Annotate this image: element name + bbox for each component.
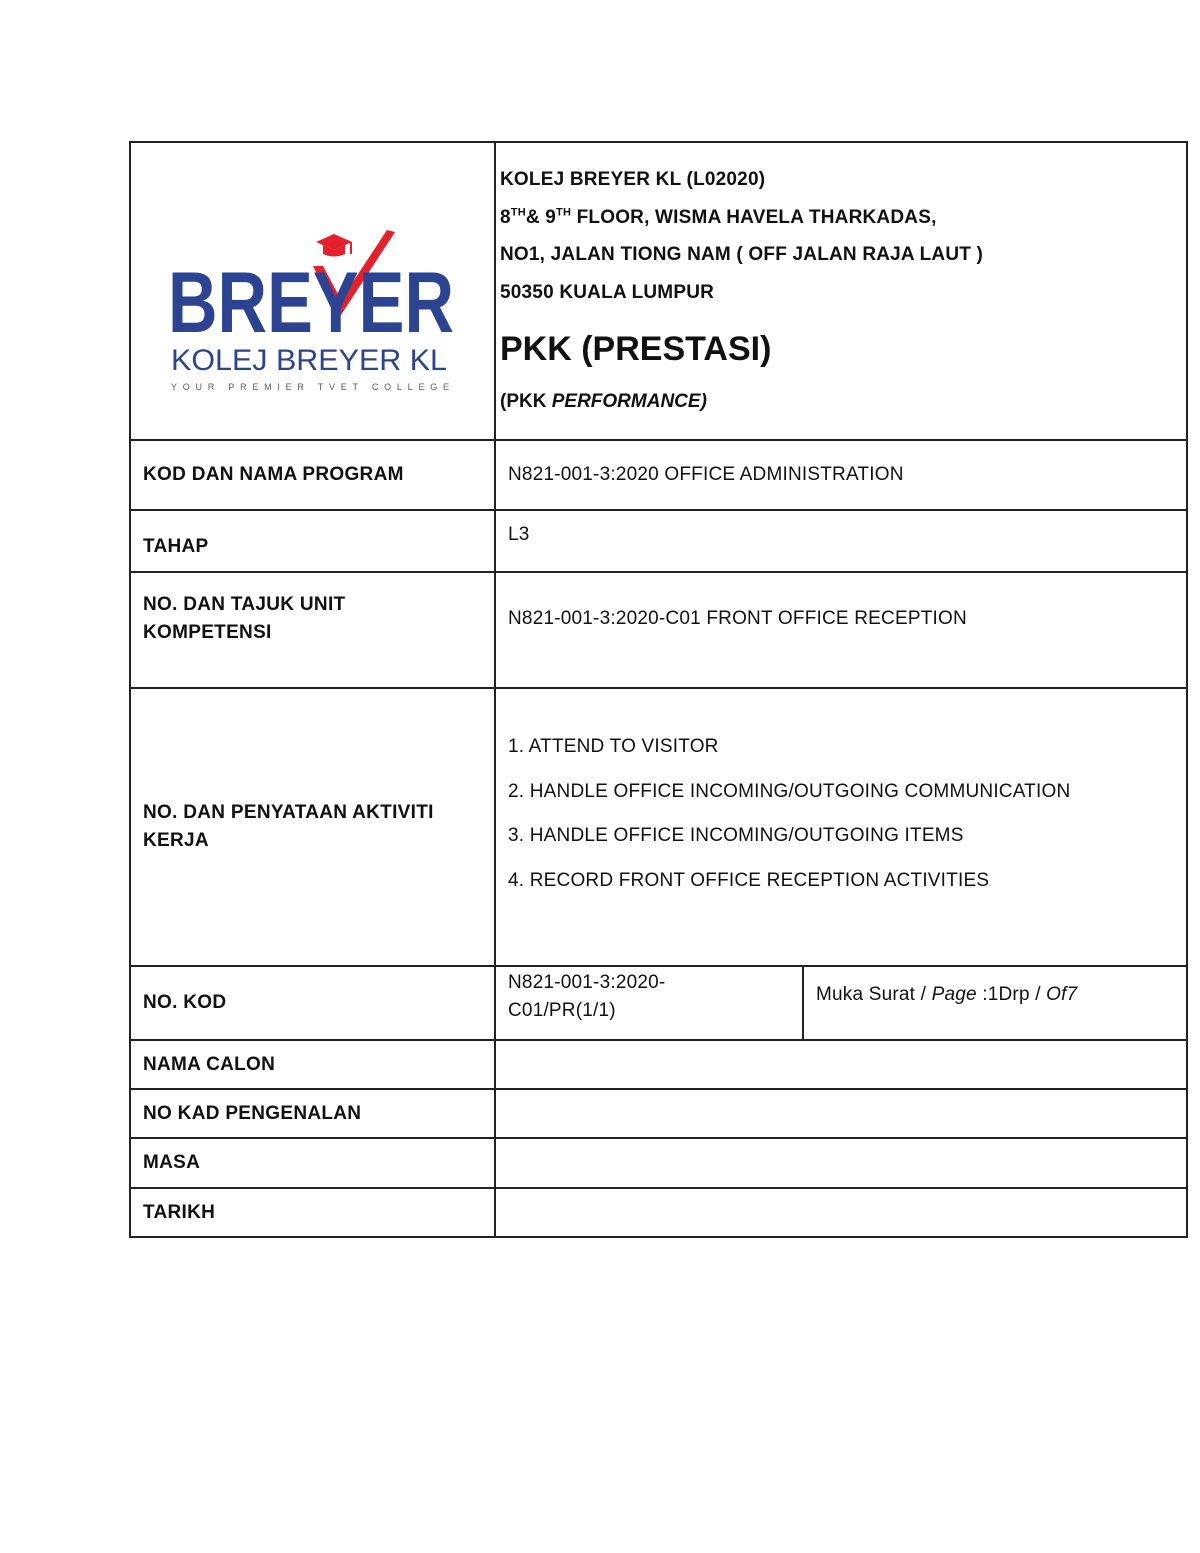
code-row	[130, 966, 1187, 1040]
level-value: L3	[495, 510, 1187, 572]
ic-number-label: NO KAD PENGENALAN	[130, 1089, 495, 1138]
logo-wordmark: BREYER	[167, 255, 454, 351]
address-line-3: 50350 KUALA LUMPUR	[500, 281, 715, 303]
candidate-name-row	[130, 1040, 1187, 1089]
header-row	[130, 142, 1187, 440]
date-field[interactable]	[495, 1188, 1187, 1237]
header-info-cell	[495, 142, 1187, 440]
ic-number-row	[130, 1089, 1187, 1138]
graduation-cap-icon	[316, 234, 352, 257]
program-label: KOD DAN NAMA PROGRAM	[130, 440, 495, 510]
code-value: N821-001-3:2020- C01/PR(1/1)	[495, 966, 803, 1040]
candidate-name-field[interactable]	[495, 1040, 1187, 1089]
time-field[interactable]	[495, 1138, 1187, 1188]
logo-tagline: YOUR PREMIER TVET COLLEGE	[170, 382, 449, 392]
unit-value: N821-001-3:2020-C01 FRONT OFFICE RECEPTION	[495, 572, 1187, 688]
date-label: TARIKH	[130, 1188, 495, 1237]
code-label: NO. KOD	[130, 966, 495, 1040]
unit-label: NO. DAN TAJUK UNIT KOMPETENSI	[130, 572, 495, 688]
logo-cell	[130, 142, 495, 440]
breyer-logo	[163, 226, 463, 406]
date-row	[130, 1188, 1187, 1237]
address-line-1: 8TH& 9TH FLOOR, WISMA HAVELA THARKADAS,	[500, 206, 937, 228]
unit-row	[130, 572, 1187, 688]
program-value: N821-001-3:2020 OFFICE ADMINISTRATION	[495, 440, 1187, 510]
address-line-2: NO1, JALAN TIONG NAM ( OFF JALAN RAJA LAUT )	[500, 244, 984, 265]
program-row	[130, 440, 1187, 510]
assessment-form-table	[129, 141, 1188, 1238]
time-row	[130, 1138, 1187, 1188]
time-label: MASA	[130, 1138, 495, 1188]
activity-item: 4. RECORD FRONT OFFICE RECEPTION ACTIVITIES	[508, 869, 990, 891]
document-title: PKK (PRESTASI)	[500, 330, 772, 368]
document-subtitle: (PKK PERFORMANCE)	[500, 391, 707, 412]
activities-row	[130, 688, 1187, 966]
activity-item: 2. HANDLE OFFICE INCOMING/OUTGOING COMMUNICATION	[508, 780, 1071, 802]
activities-list	[495, 688, 1187, 966]
ic-number-field[interactable]	[495, 1089, 1187, 1138]
activity-item: 1. ATTEND TO VISITOR	[508, 736, 719, 757]
page-reference: Muka Surat / Page :1Drp / Of7	[803, 966, 1187, 1040]
candidate-name-label: NAMA CALON	[130, 1040, 495, 1089]
level-label: TAHAP	[130, 510, 495, 572]
college-name: KOLEJ BREYER KL (L02020)	[500, 169, 766, 190]
activities-label: NO. DAN PENYATAAN AKTIVITI KERJA	[130, 688, 495, 966]
level-row	[130, 510, 1187, 572]
logo-college-name: KOLEJ BREYER KL	[170, 344, 447, 377]
activity-item: 3. HANDLE OFFICE INCOMING/OUTGOING ITEMS	[508, 825, 964, 846]
